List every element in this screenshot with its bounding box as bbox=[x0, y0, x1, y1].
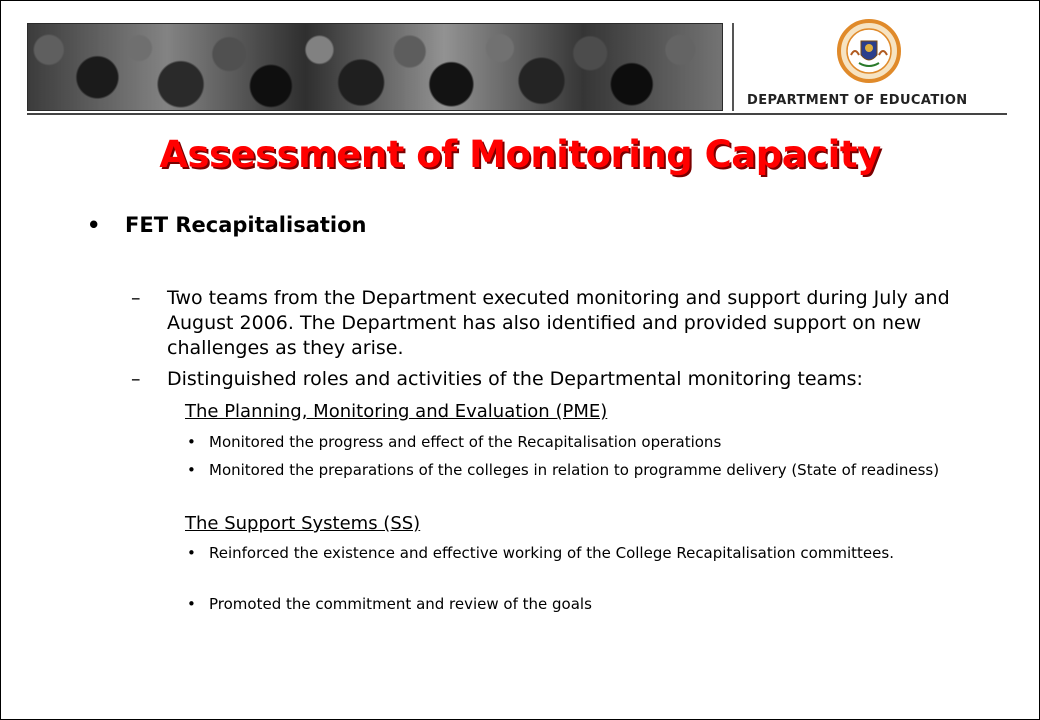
pme-heading: The Planning, Monitoring and Evaluation (PME) bbox=[185, 401, 608, 422]
department-label: DEPARTMENT OF EDUCATION bbox=[747, 93, 968, 108]
bullet-dot: • bbox=[187, 433, 196, 451]
ss-item-text: Promoted the commitment and review of the goals bbox=[209, 595, 592, 613]
header-divider-horizontal bbox=[27, 113, 1007, 115]
ss-item-text: Reinforced the existence and effective working of the College Recapitalisation committees. bbox=[209, 544, 894, 562]
dash-marker: – bbox=[131, 368, 141, 390]
dash-item-text: Distinguished roles and activities of the Departmental monitoring teams: bbox=[167, 368, 863, 390]
ss-item bbox=[187, 542, 967, 564]
dash-item-text: Two teams from the Department executed monitoring and support during July and August 2006. The Department has also identified and provided support on new challenges as they arise. bbox=[167, 287, 950, 359]
bullet-dot: • bbox=[187, 595, 196, 613]
header-photo-children bbox=[27, 23, 723, 111]
bullet-dot: • bbox=[87, 213, 101, 237]
pme-item bbox=[187, 459, 967, 481]
dash-item-teams bbox=[131, 286, 961, 361]
dash-item-roles bbox=[131, 367, 961, 392]
pme-item-text: Monitored the progress and effect of the Recapitalisation operations bbox=[209, 433, 722, 451]
pme-item bbox=[187, 431, 967, 453]
dash-marker: – bbox=[131, 287, 141, 309]
main-bullet-text: FET Recapitalisation bbox=[125, 213, 367, 237]
bullet-dot: • bbox=[187, 544, 196, 562]
slide-title: Assessment of Monitoring Capacity bbox=[159, 133, 881, 176]
bullet-dot: • bbox=[187, 461, 196, 479]
pme-item-text: Monitored the preparations of the colleges in relation to programme delivery (State of readiness) bbox=[209, 461, 940, 479]
main-bullet bbox=[87, 213, 366, 237]
ss-item bbox=[187, 593, 967, 615]
gauteng-crest-logo bbox=[837, 19, 901, 87]
ss-heading: The Support Systems (SS) bbox=[185, 513, 421, 534]
header-divider-vertical bbox=[732, 23, 734, 111]
